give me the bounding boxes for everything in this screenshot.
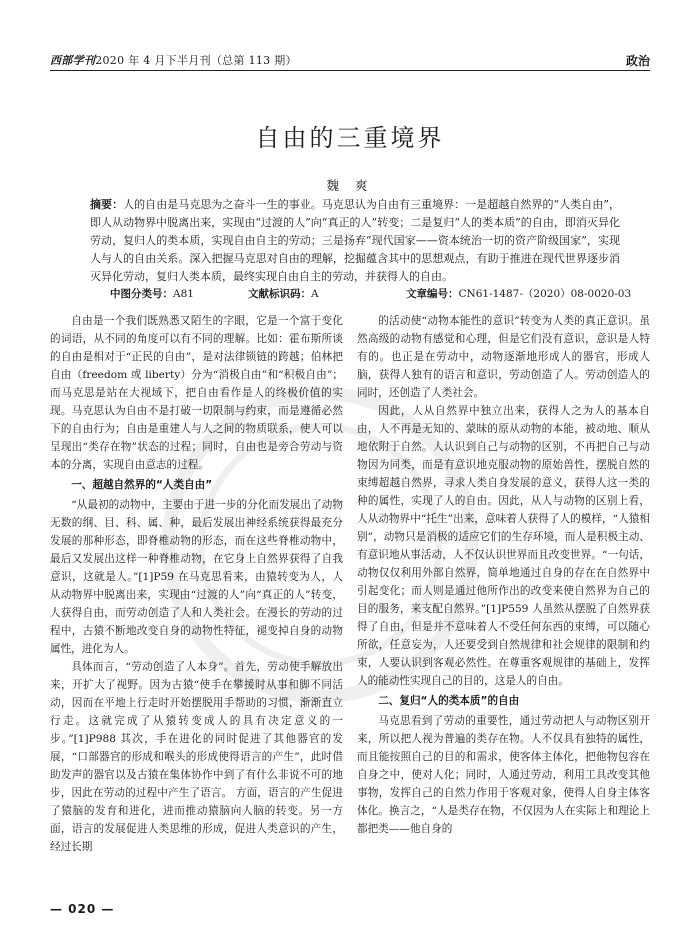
clc-label: 中图分类号： <box>110 288 173 300</box>
body-paragraph: 自由是一个我们既熟悉又陌生的字眼，它是一个富于变化的词语，从不同的角度可以有不同的理解。比如：霍布斯所谈的自由是相对于“正民的自由”，是对法律锁链的跨越；伯林把自由（freedom 或 liberty）分为“消极自由”和“积极自由”；而马克思是站在大视域下，把自由看作是人的终极价值的实现。马克思认为自由不是打破一切限制与约束，而是遵循必然下的自由行为；自由是重建人与人之间的物质联系，使人可以呈现出“类存在物”状态的过程；同时，自由也是旁合劳动与资本的分离，实现自由意志的过程。 <box>50 315 343 471</box>
article-author: 魏 爽 <box>326 178 374 193</box>
page-number: — 020 — <box>50 902 115 916</box>
section-heading: 二、复归“人的类本质”的自由 <box>378 695 520 707</box>
doc-code-value: A <box>311 288 319 300</box>
section-label: 政治 <box>625 54 650 68</box>
journal-info <box>50 52 297 68</box>
article-number <box>406 286 631 301</box>
article-title: 自由的三重境界 <box>255 124 445 152</box>
abstract <box>90 196 620 286</box>
journal-brand: 西部学刊 <box>50 54 96 67</box>
body-paragraph: 的活动使“动物本能性的意识”转变为人类的真正意识。虽然高级的动物有感觉和心理，但是它们没有意识，意识是人特有的。也正是在劳动中，动物逐渐地形成人的器官，形成人脑，获得人独有的语言和意识，劳动创造了人。劳动创造人的同时，还创造了人类社会。 <box>357 315 650 399</box>
article-number-value: CN61-1487-（2020）08-0020-03 <box>458 288 632 300</box>
clc-number <box>110 286 194 301</box>
clc-value: A81 <box>173 288 194 300</box>
doc-code-label: 文献标识码： <box>248 288 311 300</box>
abstract-text: 人的自由是马克思为之奋斗一生的事业。马克思认为自由有三重境界：一是超越自然界的“人类自由”，即人从动物界中脱离出来，实现由“过渡的人”向“真正的人”转变；二是复归“人的类本质”的自由，即消灭异化劳动，复归人的类本质，实现自由自主的劳动；三是扬弃“现代国家——资本统治一切的资产阶级国家”，实现人与人的自由关系。深入把握马克思对自由的理解，挖掘蕴含其中的思想观点，有助于推进在现代世界逐步消灭异化劳动，复归人类本质，最终实现自由自主的劳动，并获得人的自由。 <box>90 198 620 283</box>
body-column-right <box>357 312 650 838</box>
body-paragraph: “从最初的动物中，主要由于进一步的分化而发展出了动物无数的纲、目、科、属、种，最后发展出神经系统获得最充分发展的那种形态，即脊椎动物的形态，而在这些脊椎动物中，最后又发展出这样一种脊椎动物，在它身上自然界获得了自我意识，这就是人。”[1]P59 在马克思看来，由猿转变为人，人从动物界中脱离出来，实现由“过渡的人”向“真正的人”转变，人获得自由，而劳动创造了人和人类社会。在漫长的劳动的过程中，古猿不断地改变自身的动物性特征，褪变掉自身的动物属性，进化为人。 <box>50 499 343 655</box>
abstract-label: 摘要： <box>90 198 124 211</box>
body-paragraph: 因此，人从自然界中独立出来，获得人之为人的基本自由，人不再是无知的、蒙昧的原从动物的本能，被动地、顺从地依附于自然。人认识到自己与动物的区别，不再把自己与动物因为同类，而是有意识地克服动物的原始兽性，摆脱自然的束缚超越自然界，寻求人类自身发展的意义，获得人这一类的种的属性，实现了人的自由。因此，从人与动物的区别上看，人从动物界中“托生”出来，意味着人获得了人的模样，“人猿相别”，动物只是消极的适应它们的生存环境，而人是积极主动、有意识地从事活动，人不仅认识世界而且改变世界。“一句话，动物仅仅利用外部自然界，简单地通过自身的存在在自然界中引起变化；而人则是通过他所作出的改变来使自然界为自己的目的服务，来支配自然界。”[1]P559 人虽然从摆脱了自然界获得了自由，但是并不意味着人不受任何东西的束缚，可以随心所欲，任意妄为，人还要受到自然规律和社会规律的限制和约束，人要认识到客观必然性。在尊重客观规律的基础上，发挥人的能动性实现自己的目的，这是人的自由。 <box>357 405 650 687</box>
journal-issue: 2020 年 4 月下半月刊（总第 113 期） <box>95 54 297 67</box>
body-paragraph: 具体而言，“劳动创造了人本身”。首先，劳动使手解放出来，开扩大了视野。因为古猿“使手在攀援时从事和脚不同活动，因而在平地上行走时开始摆脱用手帮助的习惯，渐渐直立行走。这就完成了从猿转变成人的具有决定意义的一步。”[1]P988 其次，手在进化的同时促进了其他器官的发展，“口部器官的形成和喉头的形成使得语言的产生”，此时借助发声的器官以及古猿在集体协作中到了有什么非说不可的地步，因此在劳动的过程中产生了语言。 方面，语言的产生促进了猿脑的发育和进化，进而推动猿脑向人脑的转变。另一方面，语言的发展促进人类思维的形成，促进人类意识的产生，经过长期 <box>50 661 343 853</box>
section-heading: 一、超越自然界的“人类自由” <box>71 479 213 491</box>
article-number-label: 文章编号： <box>406 288 459 300</box>
document-code <box>248 286 319 301</box>
page-header <box>50 52 650 71</box>
body-column-left <box>50 312 343 856</box>
body-paragraph: 马克思看到了劳动的重要性，通过劳动把人与动物区别开来，所以把人视为普遍的类存在物。人不仅具有独特的属性，而且能按照自己的目的和需求，使客体主体化，把他物包容在自身之中，使对人化；同时，人通过劳动，利用工具改变其他事物，发挥自己的自然力作用于客观对象，使得人自身主体客体化。换言之，“人是类存在物，不仅因为人在实际上和理论上都把类——他自身的 <box>357 715 650 835</box>
